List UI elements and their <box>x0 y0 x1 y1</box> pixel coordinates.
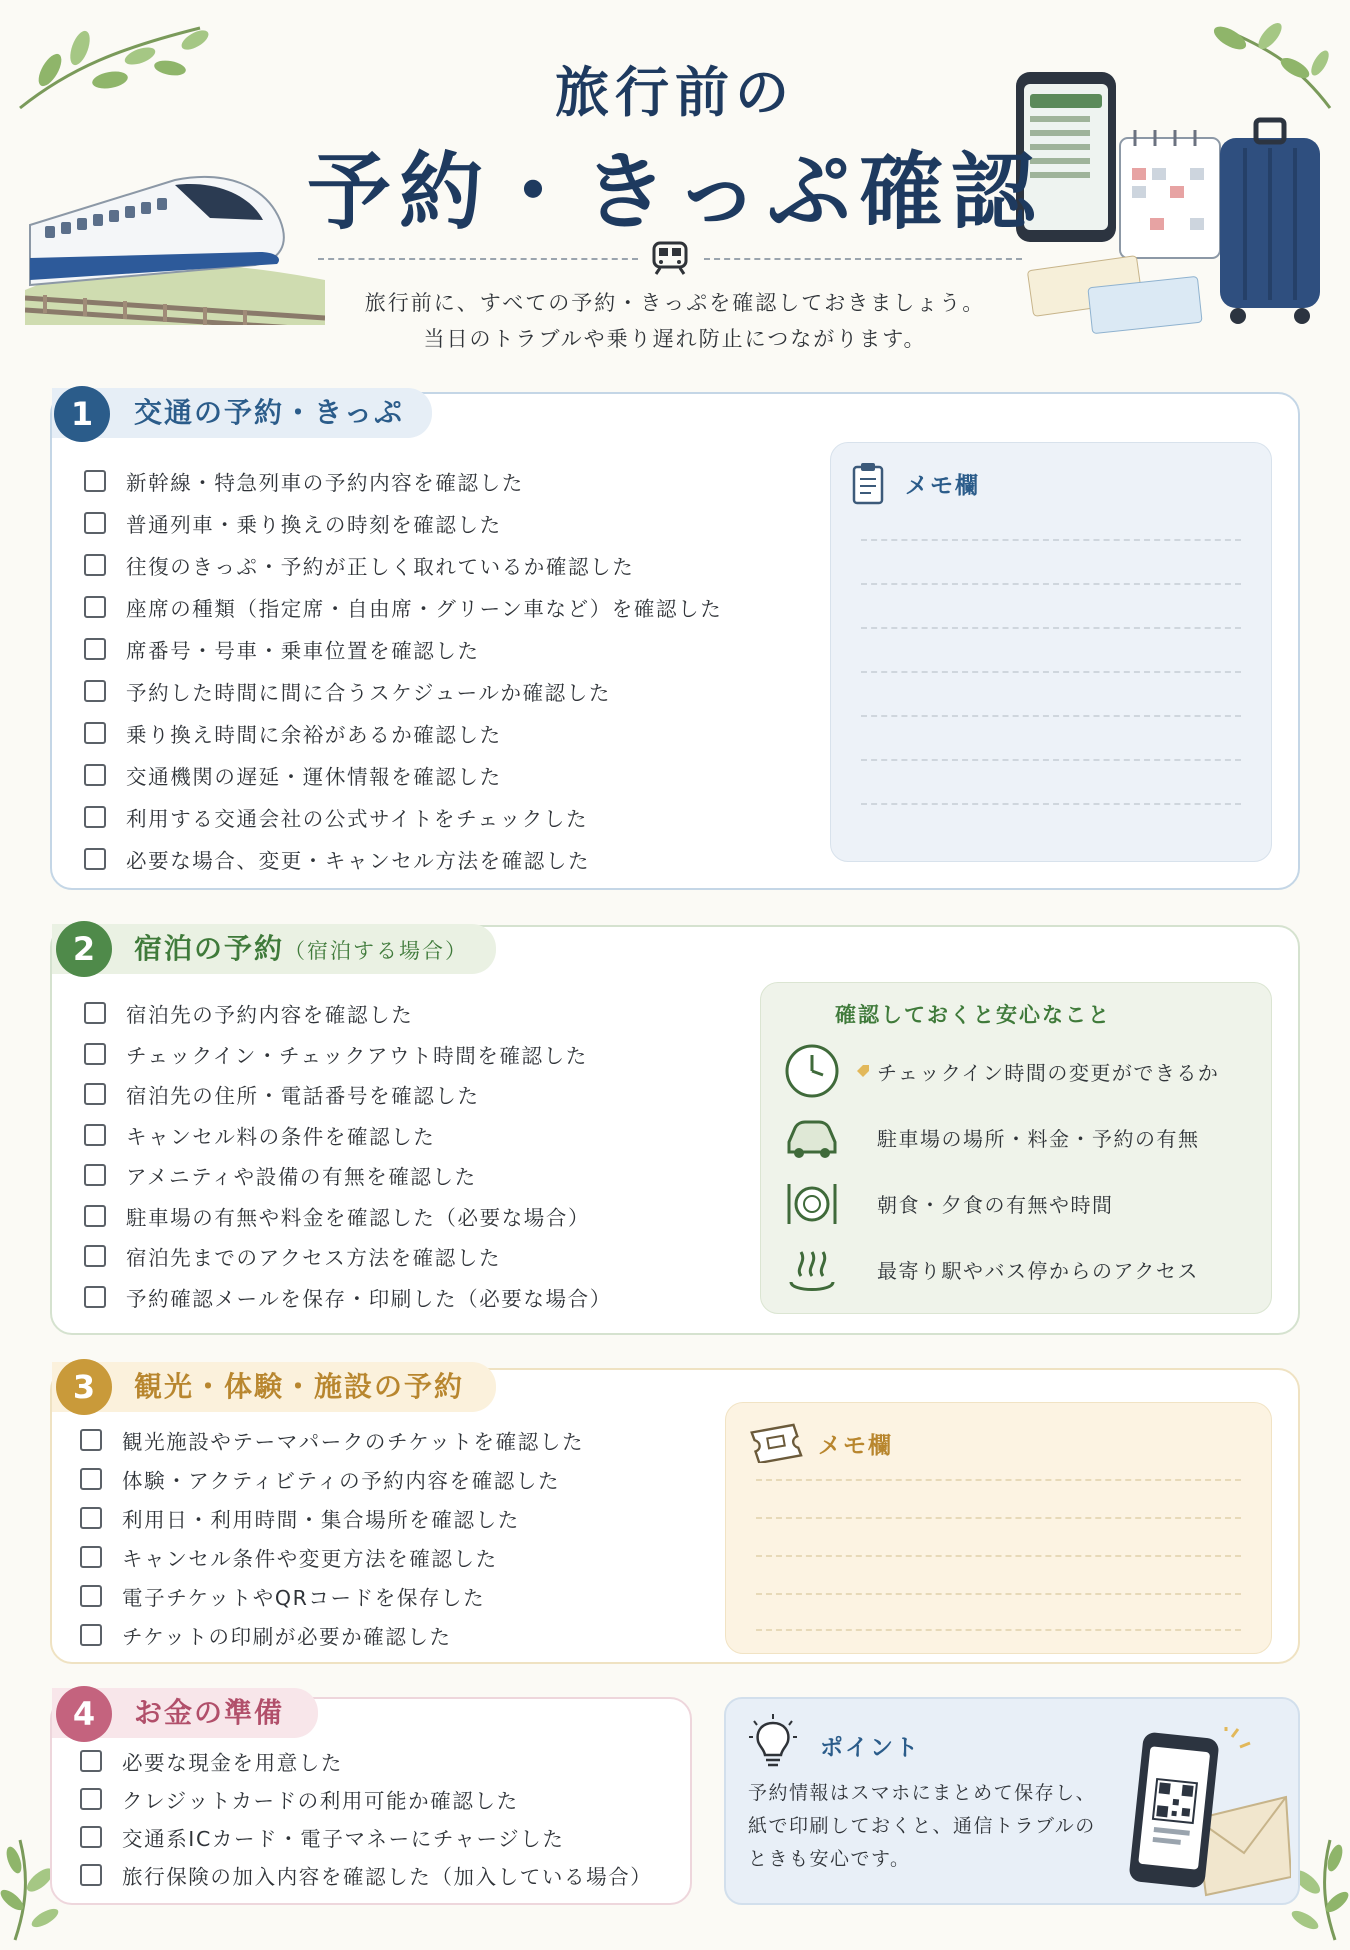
checkbox[interactable] <box>80 1864 102 1886</box>
checklist-item[interactable]: 必要な場合、変更・キャンセル方法を確認した <box>84 838 804 880</box>
checklist-item[interactable]: 旅行保険の加入内容を確認した（加入している場合） <box>80 1856 690 1894</box>
checkbox[interactable] <box>80 1585 102 1607</box>
checklist-item[interactable]: 体験・アクティビティの予約内容を確認した <box>80 1459 720 1498</box>
lodging-tips-box <box>760 982 1272 1314</box>
clipboard-icon <box>851 461 885 505</box>
memo-line <box>861 627 1241 629</box>
checklist-item[interactable]: チケットの印刷が必要か確認した <box>80 1615 720 1654</box>
hot-spring-icon <box>783 1240 841 1298</box>
intro-line-1: 旅行前に、すべての予約・きっぷを確認しておきましょう。 <box>364 291 986 315</box>
tip-item: チェックイン時間の変更ができるか <box>783 1041 1219 1101</box>
checkbox[interactable] <box>80 1750 102 1772</box>
point-label: ポイント <box>820 1735 920 1761</box>
section-money-number-badge: 4 <box>56 1686 112 1742</box>
checkbox[interactable] <box>84 848 106 870</box>
meal-icon <box>783 1174 841 1232</box>
checklist-item[interactable]: 宿泊先の予約内容を確認した <box>84 993 764 1034</box>
checkbox[interactable] <box>84 806 106 828</box>
memo-line <box>756 1629 1241 1631</box>
checkbox[interactable] <box>84 680 106 702</box>
lightbulb-icon <box>748 1713 798 1769</box>
checkbox[interactable] <box>84 764 106 786</box>
point-text-line: ときも安心です。 <box>748 1848 911 1870</box>
checklist-item[interactable]: 席番号・号車・乗車位置を確認した <box>84 628 804 670</box>
memo-line <box>756 1593 1241 1595</box>
checklist-item[interactable]: キャンセル条件や変更方法を確認した <box>80 1537 720 1576</box>
checklist-item[interactable]: 新幹線・特急列車の予約内容を確認した <box>84 460 804 502</box>
intro-text <box>0 285 1350 357</box>
memo-line <box>756 1555 1241 1557</box>
checkbox[interactable] <box>84 1286 106 1308</box>
section-money-checklist <box>80 1742 690 1894</box>
tip-item: 最寄り駅やバス停からのアクセス <box>783 1239 1199 1299</box>
checkbox[interactable] <box>80 1826 102 1848</box>
checklist-item[interactable]: 乗り換え時間に余裕があるか確認した <box>84 712 804 754</box>
lodging-tips-title: 確認しておくと安心なこと <box>835 1003 1111 1027</box>
memo-line <box>861 539 1241 541</box>
tag-icon <box>855 1063 871 1079</box>
tip-item: 朝食・夕食の有無や時間 <box>783 1173 1114 1233</box>
checkbox[interactable] <box>80 1468 102 1490</box>
checkbox[interactable] <box>84 1124 106 1146</box>
checkbox[interactable] <box>84 1083 106 1105</box>
section-sightseeing-title: 観光・体験・施設の予約 <box>52 1362 496 1412</box>
checkbox[interactable] <box>80 1788 102 1810</box>
checkbox[interactable] <box>80 1624 102 1646</box>
checklist-item[interactable]: 予約確認メールを保存・印刷した（必要な場合） <box>84 1277 764 1318</box>
intro-line-2: 当日のトラブルや乗り遅れ防止につながります。 <box>423 327 927 351</box>
checklist-item[interactable]: チェックイン・チェックアウト時間を確認した <box>84 1034 764 1075</box>
checklist-item[interactable]: 宿泊先の住所・電話番号を確認した <box>84 1074 764 1115</box>
checkbox[interactable] <box>84 1205 106 1227</box>
checkbox[interactable] <box>84 554 106 576</box>
section-transport-checklist <box>84 460 804 880</box>
checklist-item[interactable]: 宿泊先までのアクセス方法を確認した <box>84 1236 764 1277</box>
checklist-item[interactable]: 観光施設やテーマパークのチケットを確認した <box>80 1420 720 1459</box>
checklist-item[interactable]: クレジットカードの利用可能か確認した <box>80 1780 690 1818</box>
transport-memo-box[interactable] <box>830 442 1272 862</box>
memo-label: メモ欄 <box>905 473 980 499</box>
section-money-title: お金の準備 <box>52 1688 318 1738</box>
checklist-item[interactable]: 必要な現金を用意した <box>80 1742 690 1780</box>
point-box <box>724 1697 1300 1905</box>
checkbox[interactable] <box>84 722 106 744</box>
memo-line <box>756 1517 1241 1519</box>
page-title-line1: 旅行前の <box>555 61 795 124</box>
header-divider-left <box>318 258 638 260</box>
memo-line <box>861 583 1241 585</box>
point-text-line: 予約情報はスマホにまとめて保存し、 <box>748 1782 1097 1804</box>
checkbox[interactable] <box>84 596 106 618</box>
checklist-item[interactable]: 電子チケットやQRコードを保存した <box>80 1576 720 1615</box>
checklist-item[interactable]: 利用する交通会社の公式サイトをチェックした <box>84 796 804 838</box>
memo-line <box>861 715 1241 717</box>
ticket-icon <box>746 1423 804 1463</box>
checkbox[interactable] <box>80 1507 102 1529</box>
checklist-item[interactable]: 予約した時間に間に合うスケジュールか確認した <box>84 670 804 712</box>
checkbox[interactable] <box>84 1043 106 1065</box>
memo-line <box>861 671 1241 673</box>
checklist-item[interactable]: 交通系ICカード・電子マネーにチャージした <box>80 1818 690 1856</box>
memo-line <box>756 1479 1241 1481</box>
point-text <box>748 1777 1096 1876</box>
section-sightseeing-checklist <box>80 1420 720 1654</box>
point-text-line: 紙で印刷しておくと、通信トラブルの <box>748 1815 1096 1837</box>
checklist-item[interactable]: 座席の種類（指定席・自由席・グリーン車など）を確認した <box>84 586 804 628</box>
section-lodging-title: 宿泊の予約（宿泊する場合） <box>52 924 496 974</box>
checkbox[interactable] <box>80 1429 102 1451</box>
checkbox[interactable] <box>80 1546 102 1568</box>
car-icon <box>783 1108 841 1166</box>
checklist-item[interactable]: 駐車場の有無や料金を確認した（必要な場合） <box>84 1196 764 1237</box>
memo-line <box>861 759 1241 761</box>
checkbox[interactable] <box>84 512 106 534</box>
section-sightseeing-number-badge: 3 <box>56 1359 112 1415</box>
checklist-item[interactable]: キャンセル料の条件を確認した <box>84 1115 764 1156</box>
checklist-item[interactable]: 普通列車・乗り換えの時刻を確認した <box>84 502 804 544</box>
checklist-item[interactable]: 利用日・利用時間・集合場所を確認した <box>80 1498 720 1537</box>
clock-icon <box>783 1042 841 1100</box>
section-transport-title: 交通の予約・きっぷ <box>52 388 432 438</box>
smartphone-qr-icon <box>1126 1727 1291 1897</box>
checklist-item[interactable]: 往復のきっぷ・予約が正しく取れているか確認した <box>84 544 804 586</box>
checkbox[interactable] <box>84 1164 106 1186</box>
checkbox[interactable] <box>84 1002 106 1024</box>
page-title-line2: 予約・きっぷ確認 <box>306 143 1043 241</box>
memo-line <box>861 803 1241 805</box>
tip-item: 駐車場の場所・料金・予約の有無 <box>783 1107 1200 1167</box>
checkbox[interactable] <box>84 1245 106 1267</box>
section-lodging-checklist <box>84 993 764 1317</box>
checkbox[interactable] <box>84 470 106 492</box>
section-lodging-number-badge: 2 <box>56 921 112 977</box>
sightseeing-memo-box[interactable] <box>725 1402 1272 1654</box>
header-divider-right <box>704 258 1022 260</box>
checklist-item[interactable]: アメニティや設備の有無を確認した <box>84 1155 764 1196</box>
checklist-item[interactable]: 交通機関の遅延・運休情報を確認した <box>84 754 804 796</box>
memo-label: メモ欄 <box>818 1433 893 1459</box>
train-icon <box>648 240 692 276</box>
section-transport-number-badge: 1 <box>54 386 110 442</box>
checkbox[interactable] <box>84 638 106 660</box>
